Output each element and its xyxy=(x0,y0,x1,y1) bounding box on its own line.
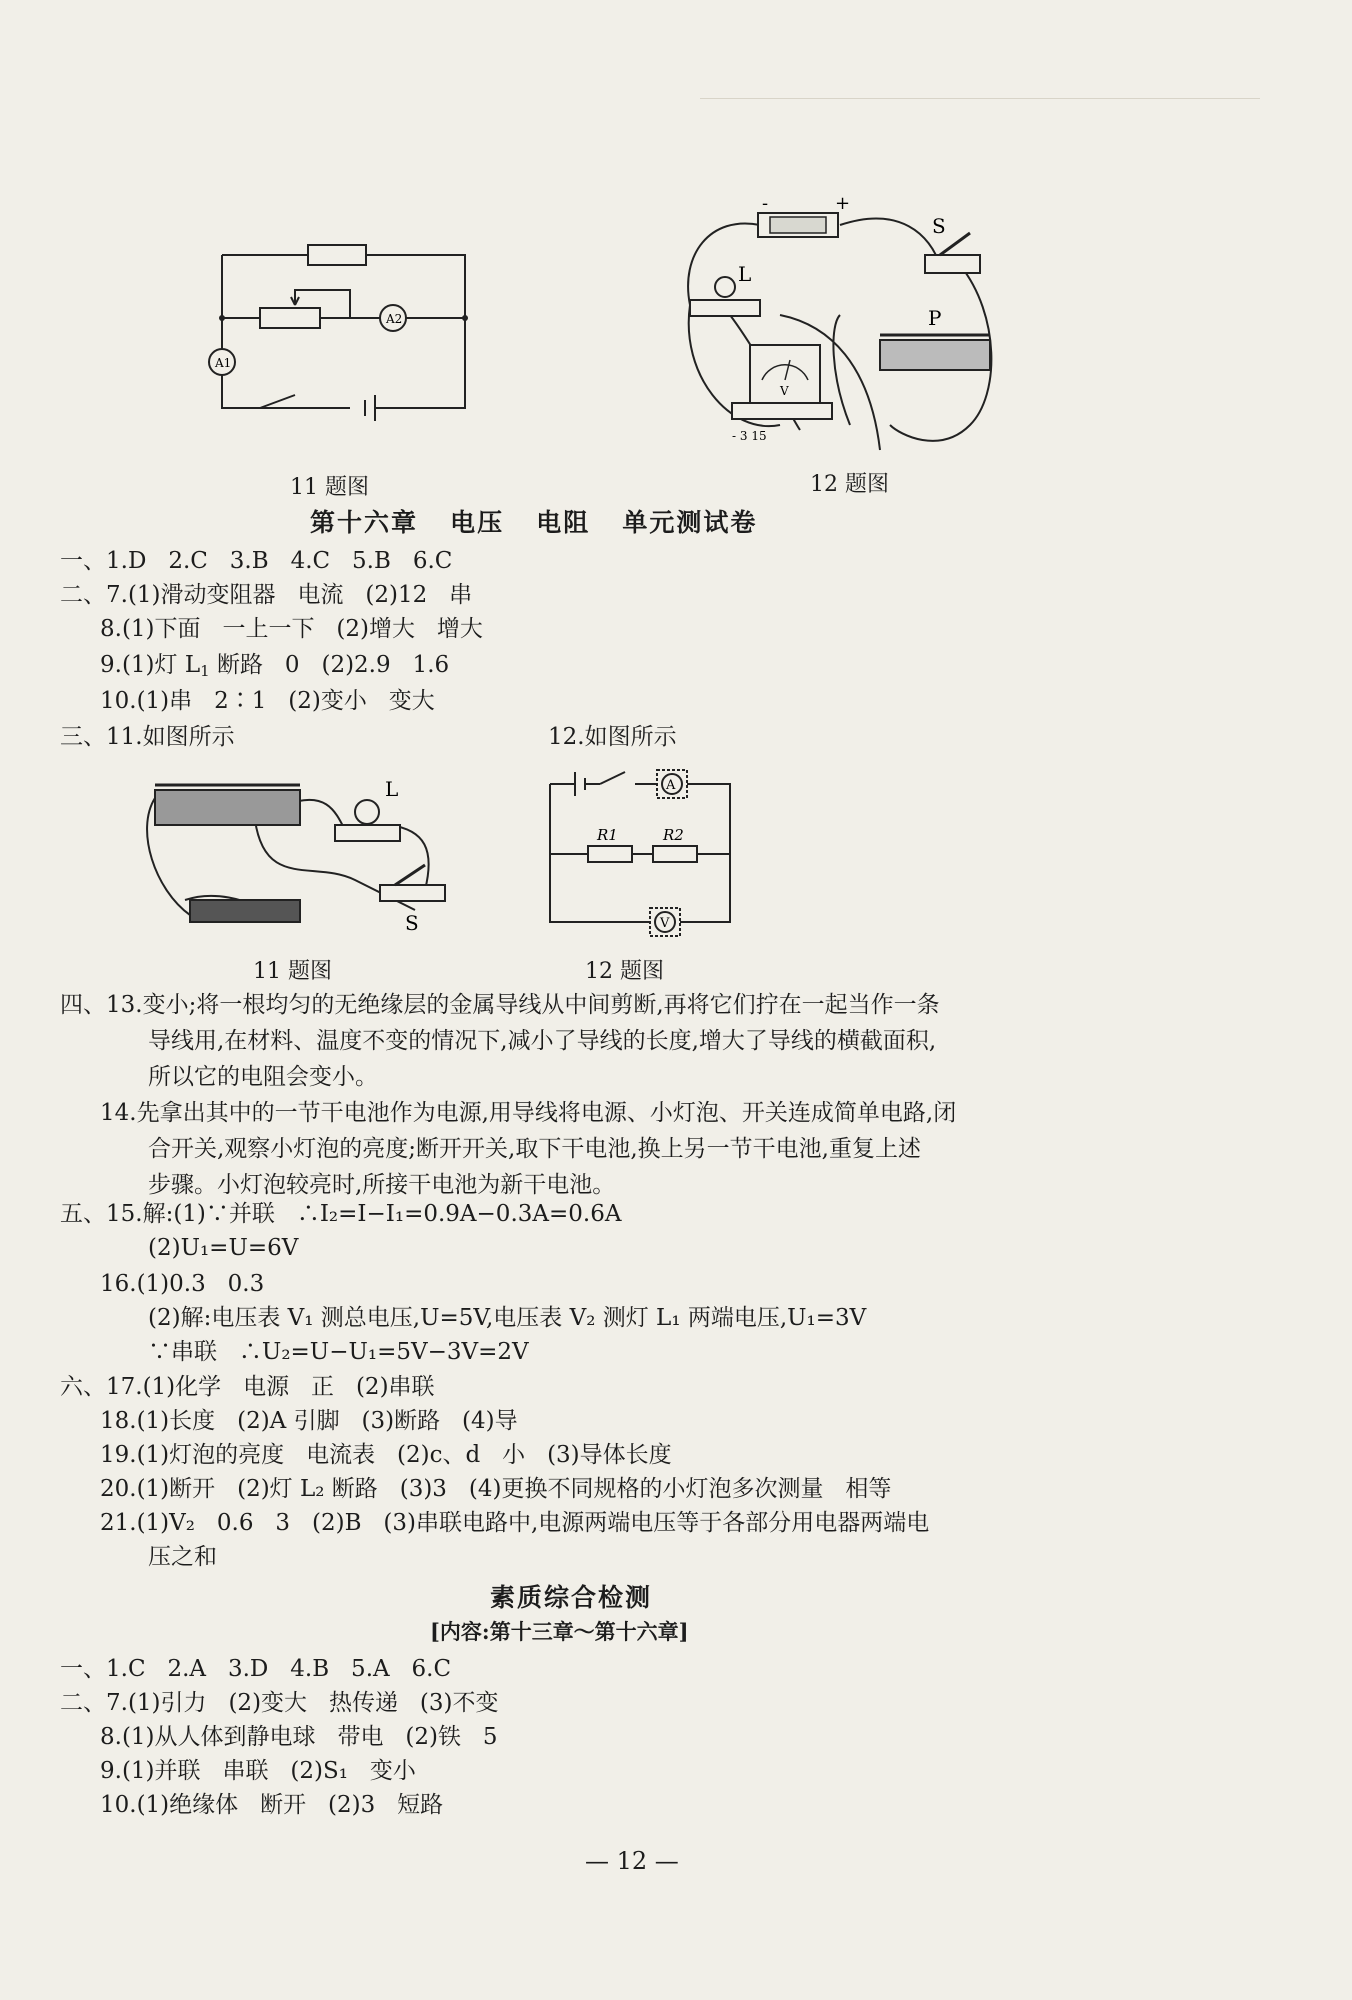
ch16-q16-line1: 16.(1)0.3 0.3 xyxy=(100,1271,265,1297)
ch16-q14-line2: 合开关,观察小灯泡的亮度;断开开关,取下干电池,换上另一节干电池,重复上述 xyxy=(148,1136,921,1162)
quality-q10: 10.(1)绝缘体 断开 (2)3 短路 xyxy=(100,1792,444,1818)
figure-12-circuit-diagram xyxy=(545,762,745,942)
ch16-q21-line2: 压之和 xyxy=(148,1544,217,1570)
ch16-q18: 18.(1)长度 (2)A 引脚 (3)断路 (4)导 xyxy=(100,1408,518,1434)
ch16-section1: 一、1.D 2.C 3.B 4.C 5.B 6.C xyxy=(60,548,453,574)
slider-label: P xyxy=(928,306,942,330)
scan-edge-line xyxy=(700,98,1260,99)
ch16-q11-heading: 三、11.如图所示 xyxy=(60,724,235,750)
ch16-q12-heading: 12.如图所示 xyxy=(548,724,677,750)
figure-12-caption-middle: 12 题图 xyxy=(585,959,664,984)
ammeter-label: A xyxy=(666,778,676,793)
figure-11-caption-top: 11 题图 xyxy=(290,475,369,500)
ch16-q8: 8.(1)下面 一上一下 (2)增大 增大 xyxy=(100,616,483,642)
ammeter-a1-label: A1 xyxy=(215,356,232,370)
quality-q7: 二、7.(1)引力 (2)变大 热传递 (3)不变 xyxy=(60,1690,499,1716)
quality-q9: 9.(1)并联 串联 (2)S₁ 变小 xyxy=(100,1758,416,1784)
figure-11-physical-circuit xyxy=(135,770,465,940)
quality-q8: 8.(1)从人体到静电球 带电 (2)铁 5 xyxy=(100,1724,498,1750)
ch16-q20: 20.(1)断开 (2)灯 L₂ 断路 (3)3 (4)更换不同规格的小灯泡多次测量 相等 xyxy=(100,1476,892,1502)
lamp-label: L xyxy=(385,777,399,801)
figure-12-physical-circuit-top xyxy=(670,195,1010,465)
battery-box-icon xyxy=(190,900,300,922)
ch16-q14-line1: 14.先拿出其中的一节干电池作为电源,用导线将电源、小灯泡、开关连成简单电路,闭 xyxy=(100,1100,957,1126)
quality-test-title: 素质综合检测 xyxy=(490,1583,653,1612)
figure-12-caption-top: 12 题图 xyxy=(810,472,889,497)
voltmeter-terminals-label: - 3 15 xyxy=(732,429,767,443)
figure-11-caption-middle: 11 题图 xyxy=(253,959,332,984)
quality-section1: 一、1.C 2.A 3.D 4.B 5.A 6.C xyxy=(60,1656,452,1682)
ch16-q13-line1: 四、13.变小;将一根均匀的无绝缘层的金属导线从中间剪断,再将它们拧在一起当作一条 xyxy=(60,992,940,1018)
ch16-q9: 9.(1)灯 $L_1$ 断路 0 (2)2.9 1.6 xyxy=(100,652,450,680)
ch16-q15-line1: 五、15.解:(1)∵并联 ∴I₂=I−I₁=0.9A−0.3A=0.6A xyxy=(60,1201,622,1227)
ch16-q13-line2: 导线用,在材料、温度不变的情况下,减小了导线的长度,增大了导线的横截面积, xyxy=(148,1028,937,1054)
r1-label: R1 xyxy=(597,826,618,844)
lamp-icon xyxy=(690,300,760,316)
chapter-16-title: 第十六章 电压 电阻 单元测试卷 xyxy=(310,508,758,537)
ch16-q16-line2: (2)解:电压表 V₁ 测总电压,U=5V,电压表 V₂ 测灯 L₁ 两端电压,U₁=3V xyxy=(148,1305,867,1331)
figure-11-circuit-top xyxy=(200,230,480,430)
switch-icon xyxy=(380,885,445,901)
quality-test-subtitle: [内容:第十三章～第十六章] xyxy=(430,1619,689,1644)
r2-label: R2 xyxy=(663,826,684,844)
battery-plus-label: + xyxy=(835,195,851,214)
battery-minus-label: - xyxy=(762,195,769,214)
switch-label: S xyxy=(932,214,946,238)
ch16-q15-line2: (2)U₁=U=6V xyxy=(148,1235,299,1261)
ch16-q19: 19.(1)灯泡的亮度 电流表 (2)c、d 小 (3)导体长度 xyxy=(100,1442,672,1468)
voltmeter-label: V xyxy=(780,384,789,398)
ammeter-a2-label: A2 xyxy=(386,312,403,326)
ch16-q16-line3: ∵串联 ∴U₂=U−U₁=5V−3V=2V xyxy=(148,1339,529,1365)
ch16-q17: 六、17.(1)化学 电源 正 (2)串联 xyxy=(60,1374,435,1400)
rheostat-icon xyxy=(880,340,990,370)
switch-label: S xyxy=(405,911,419,935)
ch16-q10: 10.(1)串 2∶1 (2)变小 变大 xyxy=(100,688,435,714)
lamp-label: L xyxy=(738,262,752,286)
switch-icon xyxy=(925,255,980,273)
ch16-q13-line3: 所以它的电阻会变小。 xyxy=(148,1064,378,1090)
voltmeter-label: V xyxy=(660,916,670,931)
ch16-q21-line1: 21.(1)V₂ 0.6 3 (2)B (3)串联电路中,电源两端电压等于各部分用电器两端电 xyxy=(100,1510,930,1536)
ch16-q14-line3: 步骤。小灯泡较亮时,所接干电池为新干电池。 xyxy=(148,1172,616,1198)
lamp-icon xyxy=(335,825,400,841)
page-number: — 12 — xyxy=(585,1847,679,1875)
ch16-q7: 二、7.(1)滑动变阻器 电流 (2)12 串 xyxy=(60,582,473,608)
rheostat-icon xyxy=(155,790,300,825)
